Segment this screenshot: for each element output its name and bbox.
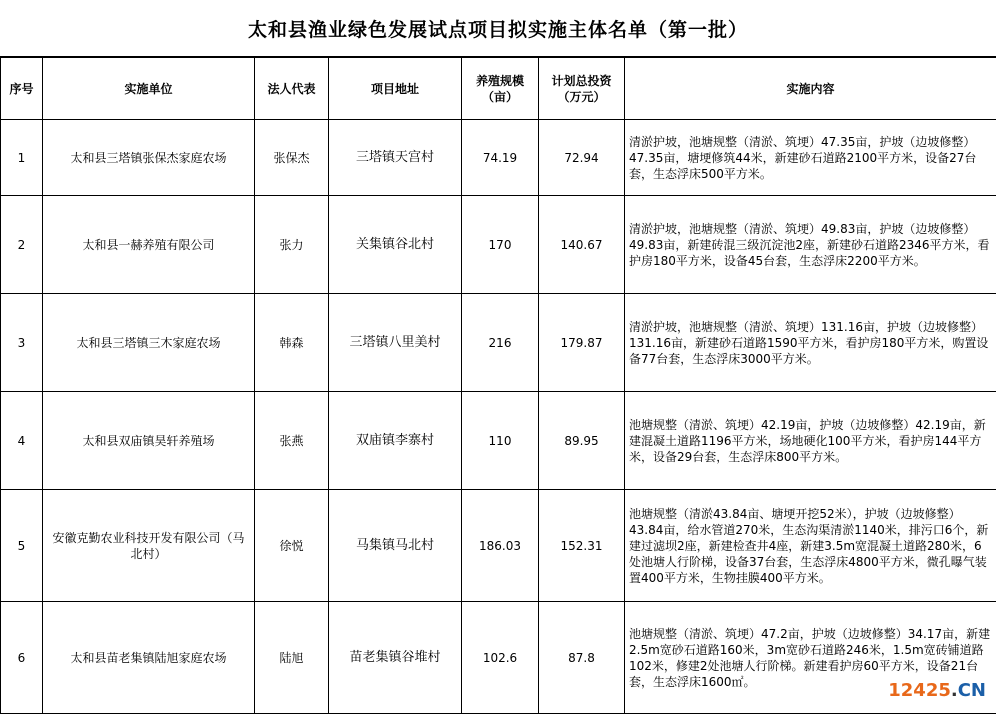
- col-header-invest: 计划总投资 （万元）: [539, 58, 625, 120]
- col-header-no: 序号: [1, 58, 43, 120]
- cell-no: 6: [1, 602, 43, 714]
- table-row: [1, 294, 996, 392]
- cell-unit: 安徽克勤农业科技开发有限公司（马北村）: [43, 490, 255, 602]
- cell-content: 池塘规整（清淤43.84亩、塘埂开挖52米），护坡（边坡修整）43.84亩，给水管道270米，生态沟渠清淤1140米，排污口6个，新建过滤坝2座，新建检查井4座，新建3.5m宽混凝土道路280米，6处池塘人行阶梯，设备37台套，生态浮床4800平方米，微孔曝气装置400平方米，生物挂膜400平方米。: [625, 490, 996, 602]
- cell-rep: 张力: [255, 196, 329, 294]
- cell-scale: 74.19: [462, 120, 539, 196]
- col-header-content: 实施内容: [625, 58, 996, 120]
- cell-scale: 216: [462, 294, 539, 392]
- cell-scale: 170: [462, 196, 539, 294]
- watermark-dot: .: [951, 680, 958, 701]
- cell-no: 5: [1, 490, 43, 602]
- cell-no: 1: [1, 120, 43, 196]
- cell-rep: 徐悦: [255, 490, 329, 602]
- cell-unit: 太和县一赫养殖有限公司: [43, 196, 255, 294]
- cell-addr: 三塔镇八里美村: [329, 294, 462, 392]
- cell-addr: 关集镇谷北村: [329, 196, 462, 294]
- cell-addr: 三塔镇天宫村: [329, 120, 462, 196]
- cell-rep: 陆旭: [255, 602, 329, 714]
- watermark-number: 12425: [888, 680, 951, 701]
- watermark-cn: CN: [958, 680, 986, 701]
- cell-invest: 179.87: [539, 294, 625, 392]
- cell-invest: 140.67: [539, 196, 625, 294]
- cell-no: 2: [1, 196, 43, 294]
- cell-no: 3: [1, 294, 43, 392]
- cell-invest: 152.31: [539, 490, 625, 602]
- cell-invest: 89.95: [539, 392, 625, 490]
- cell-scale: 102.6: [462, 602, 539, 714]
- cell-content: 池塘规整（清淤、筑埂）47.2亩，护坡（边坡修整）34.17亩，新建2.5m宽砂石道路160米，3m宽砂石道路246米，1.5m宽砖铺道路102米，修建2处池塘人行阶梯。新建看护房60平方米，设备21台套，生态浮床1600㎡。: [625, 602, 996, 714]
- cell-content: 清淤护坡，池塘规整（清淤、筑埂）131.16亩，护坡（边坡修整）131.16亩，新建砂石道路1590平方米，看护房180平方米，购置设备77台套，生态浮床3000平方米。: [625, 294, 996, 392]
- cell-invest: 87.8: [539, 602, 625, 714]
- cell-addr: 苗老集镇谷堆村: [329, 602, 462, 714]
- col-header-scale: 养殖规模 （亩）: [462, 58, 539, 120]
- cell-addr: 双庙镇李寨村: [329, 392, 462, 490]
- cell-unit: 太和县三塔镇三木家庭农场: [43, 294, 255, 392]
- cell-content: 池塘规整（清淤、筑埂）42.19亩，护坡（边坡修整）42.19亩，新建混凝土道路1196平方米，场地硬化100平方米，看护房144平方米，设备29台套，生态浮床800平方米。: [625, 392, 996, 490]
- cell-scale: 186.03: [462, 490, 539, 602]
- cell-content: 清淤护坡，池塘规整（清淤、筑埂）47.35亩，护坡（边坡修整）47.35亩，塘埂修筑44米，新建砂石道路2100平方米，设备27台套，生态浮床500平方米。: [625, 120, 996, 196]
- table-row: [1, 602, 996, 714]
- cell-rep: 韩森: [255, 294, 329, 392]
- col-header-addr: 项目地址: [329, 58, 462, 120]
- table-row: [1, 392, 996, 490]
- col-header-unit: 实施单位: [43, 58, 255, 120]
- project-table: [0, 57, 996, 714]
- cell-unit: 太和县苗老集镇陆旭家庭农场: [43, 602, 255, 714]
- table-row: [1, 196, 996, 294]
- cell-content: 清淤护坡，池塘规整（清淤、筑埂）49.83亩，护坡（边坡修整）49.83亩，新建砖混三级沉淀池2座，新建砂石道路2346平方米，看护房180平方米，设备45台套，生态浮床2200平方米。: [625, 196, 996, 294]
- cell-no: 4: [1, 392, 43, 490]
- table-row: [1, 120, 996, 196]
- cell-addr: 马集镇马北村: [329, 490, 462, 602]
- cell-unit: 太和县三塔镇张保杰家庭农场: [43, 120, 255, 196]
- page-title: 太和县渔业绿色发展试点项目拟实施主体名单（第一批）: [0, 0, 996, 57]
- header-row: [1, 58, 996, 120]
- cell-scale: 110: [462, 392, 539, 490]
- col-header-rep: 法人代表: [255, 58, 329, 120]
- cell-rep: 张保杰: [255, 120, 329, 196]
- site-watermark: [888, 680, 986, 701]
- cell-rep: 张燕: [255, 392, 329, 490]
- cell-unit: 太和县双庙镇昊轩养殖场: [43, 392, 255, 490]
- cell-invest: 72.94: [539, 120, 625, 196]
- table-row: [1, 490, 996, 602]
